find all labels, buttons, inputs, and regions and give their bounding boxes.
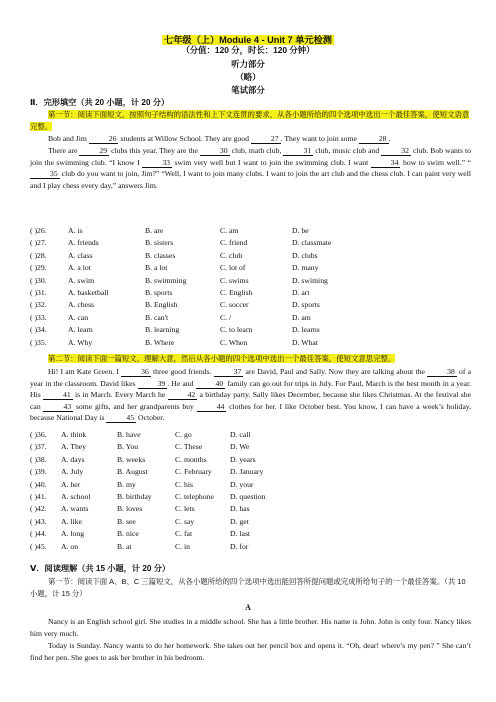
blank-number: 40 bbox=[196, 379, 226, 389]
answer-option[interactable]: A. basketball bbox=[68, 288, 109, 297]
answer-option[interactable]: A. days bbox=[61, 454, 85, 464]
question-number: ( )33. bbox=[30, 312, 47, 322]
answer-option[interactable]: C. am bbox=[220, 226, 239, 235]
answer-option[interactable]: C. These bbox=[175, 442, 203, 452]
answer-option[interactable]: A. on bbox=[61, 541, 79, 551]
question-number: ( )32. bbox=[30, 300, 47, 310]
answer-option[interactable]: B. loves bbox=[117, 504, 143, 514]
answer-option[interactable]: D. get bbox=[230, 516, 249, 526]
question-number: ( )36. bbox=[30, 430, 47, 439]
answer-option[interactable]: D. art bbox=[292, 288, 310, 297]
reading-heading: Ⅴ．阅读理解（共 15 小题，计 20 分） bbox=[30, 564, 171, 573]
answer-option[interactable]: C. fat bbox=[175, 529, 193, 539]
answer-option[interactable]: B. birthday bbox=[117, 492, 152, 501]
writing-section-title: 笔试部分 bbox=[231, 85, 265, 95]
blank-number: 42 bbox=[168, 390, 198, 400]
passage-paragraph: There are 29 clubs this year. They are the 30 club, math club, 31 club, music club and 32 club. Bob wants to join the swimming club. “I know I 33 swim very well but I want to join the swimming club. I want 34 how to swim well.” “35 club do you want to join, Jim?” “Well, I want to join many clubs. I want to join the art club and the chess club. I can paint very well and I play chess every day,” answers Jim. bbox=[30, 146, 472, 190]
answer-option[interactable]: C. English bbox=[220, 288, 253, 297]
answer-option[interactable]: B. August bbox=[117, 467, 148, 477]
question-number: ( )37. bbox=[30, 442, 47, 452]
blank-number: 33 bbox=[142, 158, 172, 168]
blank-number: 29 bbox=[79, 146, 109, 156]
blank-number: 39 bbox=[138, 379, 168, 389]
cloze-section1-instruction: 第一节：阅读下面短文，按照句子结构的语法性和上下文连贯的要求，从各小题所给的四个选项中选出一个最佳答案，使短文语意完整。 bbox=[30, 110, 470, 131]
question-number: ( )44. bbox=[30, 529, 47, 539]
exam-score-time: （分值：120 分，时长：120 分钟） bbox=[181, 45, 315, 55]
answer-option[interactable]: A. Why bbox=[68, 337, 93, 347]
answer-option[interactable]: B. at bbox=[117, 541, 132, 551]
answer-option[interactable]: C. / bbox=[220, 312, 232, 322]
answer-option[interactable]: A. is bbox=[68, 226, 83, 235]
answer-option[interactable]: A. learn bbox=[68, 325, 93, 335]
question-number: ( )45. bbox=[30, 541, 47, 551]
answer-option[interactable]: D. for bbox=[230, 541, 249, 551]
answer-option[interactable]: A. class bbox=[68, 250, 93, 260]
question-number: ( )38. bbox=[30, 454, 47, 464]
answer-option[interactable]: D. What bbox=[292, 337, 318, 347]
answer-option[interactable]: D. We bbox=[230, 442, 250, 452]
question-number: ( )35. bbox=[30, 337, 47, 347]
answer-option[interactable]: C. club bbox=[220, 250, 243, 260]
passage-paragraph: Hi! I am Kate Green. I 36 three good friends. 37 are David, Paul and Sally. Now they are talking about the 38 of a year in the classroom. David likes 39 . He and 40 family can go out for trips in July. For Paul, March is the best month in a year. His 41 is in March. Every March he 42 a birthday party. Sally likes December, because she likes Christmas. At the festival she can 43 some gifts, and her grandparents buy 44 clothes for her. I like October best. You know, I can have a week’s holiday, because National Day is 45 October. bbox=[30, 367, 472, 423]
question-number: ( )26. bbox=[30, 226, 47, 235]
blank-number: 26 bbox=[89, 134, 119, 144]
answer-option[interactable]: B. learning bbox=[145, 325, 180, 335]
answer-option[interactable]: A. think bbox=[61, 430, 87, 439]
answer-option[interactable]: D. am bbox=[292, 312, 311, 322]
answer-option[interactable]: A. July bbox=[61, 467, 84, 477]
answer-option[interactable]: D. January bbox=[230, 467, 264, 477]
passage-label: A bbox=[245, 603, 251, 612]
question-number: ( )41. bbox=[30, 492, 47, 501]
question-number: ( )31. bbox=[30, 288, 47, 297]
question-number: ( )42. bbox=[30, 504, 47, 514]
answer-option[interactable]: D. classmate bbox=[292, 238, 332, 248]
answer-option[interactable]: C. soccer bbox=[220, 300, 249, 310]
blank-number: 35 bbox=[30, 169, 60, 179]
answer-option[interactable]: C. swims bbox=[220, 275, 249, 285]
answer-option[interactable]: C. his bbox=[175, 479, 193, 489]
answer-option[interactable]: D. has bbox=[230, 504, 250, 514]
answer-option[interactable]: A. like bbox=[61, 516, 82, 526]
blank-number: 34 bbox=[371, 158, 401, 168]
blank-number: 28 bbox=[359, 134, 389, 144]
blank-number: 36 bbox=[121, 367, 151, 377]
answer-option[interactable]: C. lot of bbox=[220, 263, 246, 273]
blank-number: 31 bbox=[283, 146, 313, 156]
answer-option[interactable]: B. classes bbox=[145, 250, 176, 260]
answer-option[interactable]: B. Where bbox=[145, 337, 175, 347]
answer-option[interactable]: C. in bbox=[175, 541, 190, 551]
cloze-heading: Ⅱ．完形填空（共 20 小题，计 20 分） bbox=[30, 98, 170, 107]
exam-title: 七年级（上）Module 4 - Unit 7 单元检测 bbox=[164, 35, 332, 45]
answer-option[interactable]: A. chess bbox=[68, 300, 95, 310]
answer-option[interactable]: C. lets bbox=[175, 504, 195, 514]
answer-option[interactable]: B. sports bbox=[145, 288, 173, 297]
answer-option[interactable]: B. You bbox=[117, 442, 139, 452]
question-number: ( )27. bbox=[30, 238, 47, 248]
passage-paragraph: Nancy is an English school girl. She studies in a middle school. She has a little brother. His name is John. John is only four. Nancy likes him very much. bbox=[30, 617, 471, 638]
blank-number: 41 bbox=[43, 390, 73, 400]
question-number: ( )29. bbox=[30, 263, 47, 273]
blank-number: 43 bbox=[43, 402, 73, 412]
answer-option[interactable]: B. swimming bbox=[145, 275, 187, 285]
blank-number: 38 bbox=[427, 367, 457, 377]
answer-option[interactable]: A. can bbox=[68, 312, 89, 322]
answer-option[interactable]: A. school bbox=[61, 492, 91, 501]
blank-number: 45 bbox=[106, 413, 136, 423]
question-number: ( )40. bbox=[30, 479, 47, 489]
blank-number: 30 bbox=[200, 146, 230, 156]
answer-option[interactable]: D. learns bbox=[292, 325, 320, 335]
answer-option[interactable]: A. friends bbox=[68, 238, 99, 248]
answer-option[interactable]: C. to learn bbox=[220, 325, 253, 335]
blank-number: 27 bbox=[251, 134, 281, 144]
question-number: ( )28. bbox=[30, 250, 47, 260]
answer-option[interactable]: D. sports bbox=[292, 300, 320, 310]
answer-option[interactable]: D. swiming bbox=[292, 275, 328, 285]
answer-option[interactable]: A. wants bbox=[61, 504, 89, 514]
question-number: ( )39. bbox=[30, 467, 47, 477]
passage-paragraph: Today is Sunday. Nancy wants to do her homework. She takes out her pencil box and opens it. “Oh, dear! where’s my pen? ” She can’t find her pen. She goes to ask her brother in his bedroom. bbox=[30, 641, 471, 662]
answer-option[interactable]: B. English bbox=[145, 300, 178, 310]
answer-option[interactable]: C. friend bbox=[220, 238, 248, 248]
passage-paragraph: Bob and Jim 26 students at Willow School. They are good 27 . They want to join some 28 . bbox=[48, 134, 391, 143]
answer-option[interactable]: B. nice bbox=[117, 529, 139, 539]
listening-omitted-note: （略） bbox=[235, 72, 261, 82]
answer-option[interactable]: A. long bbox=[61, 529, 85, 539]
answer-option[interactable]: B. see bbox=[117, 516, 136, 526]
answer-option[interactable]: D. many bbox=[292, 263, 319, 273]
answer-option[interactable]: B. sisters bbox=[145, 238, 174, 248]
answer-option[interactable]: C. say bbox=[175, 516, 195, 526]
answer-option[interactable]: D. last bbox=[230, 529, 251, 539]
answer-option[interactable]: B. a lot bbox=[145, 263, 168, 273]
answer-option[interactable]: D. years bbox=[230, 454, 256, 464]
listening-section-title: 听力部分 bbox=[231, 59, 265, 69]
answer-option[interactable]: B. have bbox=[117, 430, 141, 439]
answer-option[interactable]: B. weeks bbox=[117, 454, 146, 464]
answer-option[interactable]: D. clubs bbox=[292, 250, 318, 260]
question-number: ( )30. bbox=[30, 275, 47, 285]
answer-option[interactable]: B. can't bbox=[145, 312, 169, 322]
answer-option[interactable]: A. her bbox=[61, 479, 81, 489]
answer-option[interactable]: B. are bbox=[145, 226, 164, 235]
answer-option[interactable]: D. question bbox=[230, 492, 266, 501]
answer-option[interactable]: A. swim bbox=[68, 275, 95, 285]
answer-option[interactable]: A. They bbox=[61, 442, 87, 452]
answer-option[interactable]: D. call bbox=[230, 430, 251, 439]
blank-number: 44 bbox=[197, 402, 227, 412]
question-number: ( )43. bbox=[30, 516, 47, 526]
cloze-section2-instruction: 第二节：阅读下面一篇短文，理解大意，然后从各小题的四个选项中选出一个最佳答案，使短文意思完整。 bbox=[48, 354, 396, 363]
answer-option[interactable]: A. a lot bbox=[68, 263, 91, 273]
answer-option[interactable]: C. months bbox=[175, 454, 207, 464]
answer-option[interactable]: D. be bbox=[292, 226, 309, 235]
answer-option[interactable]: C. When bbox=[220, 337, 248, 347]
question-number: ( )34. bbox=[30, 325, 47, 335]
answer-option[interactable]: C. telephone bbox=[175, 492, 214, 501]
reading-instruction: 第一节：阅读下面 A、B、C 三篇短文，从各小题所给的四个选项中选出能回答所提问题或完成所给句子的一个最佳答案。（共 10 小题，计 15 分） bbox=[30, 577, 466, 598]
blank-number: 32 bbox=[381, 146, 411, 156]
answer-option[interactable]: C. February bbox=[175, 467, 212, 477]
answer-option[interactable]: C. go bbox=[175, 430, 192, 439]
answer-option[interactable]: D. your bbox=[230, 479, 254, 489]
answer-option[interactable]: B. my bbox=[117, 479, 136, 489]
blank-number: 37 bbox=[214, 367, 244, 377]
